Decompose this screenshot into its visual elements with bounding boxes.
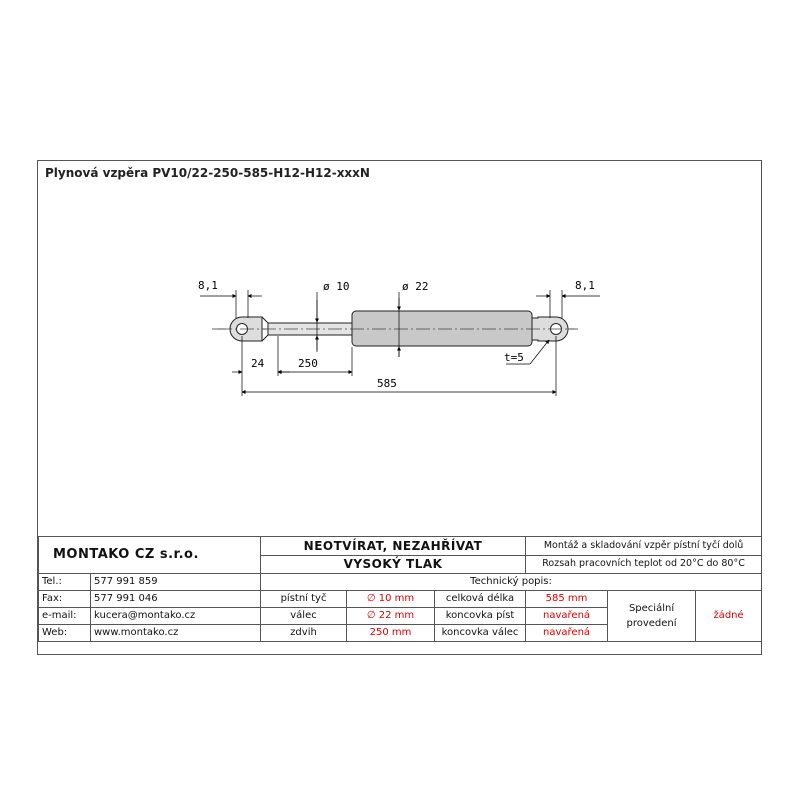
dim-label-total-length: 585 [377, 377, 397, 390]
title-block [38, 536, 762, 642]
warning-line-2: VYSOKÝ TLAK [261, 555, 526, 574]
contact-value: www.montako.cz [91, 625, 261, 642]
dim-eye-left [198, 279, 262, 318]
tech-value: navařená [526, 625, 608, 642]
company-name: MONTAKO CZ s.r.o. [39, 537, 261, 574]
drawing-title: Plynová vzpěra PV10/22-250-585-H12-H12-xxxN [45, 166, 370, 180]
dim-label-rod-diameter: ø 10 [323, 280, 350, 293]
special-value: žádné [696, 591, 762, 642]
tech-label: celková délka [435, 591, 526, 608]
tech-label: koncovka píst [435, 608, 526, 625]
dim-label-eye-left: 8,1 [198, 279, 218, 292]
contact-value: 577 991 046 [91, 591, 261, 608]
tech-value: ∅ 22 mm [347, 608, 435, 625]
tech-value: navařená [526, 608, 608, 625]
warning-line-1: NEOTVÍRAT, NEZAHŘÍVAT [261, 537, 526, 556]
tech-label: zdvih [261, 625, 347, 642]
tech-label: pístní tyč [261, 591, 347, 608]
dim-rod-diameter [317, 280, 350, 352]
contact-label: Web: [39, 625, 91, 642]
dim-label-eye-right: 8,1 [575, 279, 595, 292]
dim-label-thickness: t=5 [504, 351, 524, 364]
contact-label: Fax: [39, 591, 91, 608]
contact-label: e-mail: [39, 608, 91, 625]
tech-value: 250 mm [347, 625, 435, 642]
dim-label-stroke: 250 [298, 357, 318, 370]
contact-value: 577 991 859 [91, 574, 261, 591]
dim-label-cylinder-diameter: ø 22 [402, 280, 429, 293]
tech-header: Technický popis: [261, 574, 762, 591]
note-mounting: Montáž a skladování vzpěr pístní tyčí dolů [526, 537, 762, 556]
tech-value: ∅ 10 mm [347, 591, 435, 608]
contact-value: kucera@montako.cz [91, 608, 261, 625]
tech-label: válec [261, 608, 347, 625]
dim-eye-right [536, 279, 600, 318]
tech-label: koncovka válec [435, 625, 526, 642]
note-temperature: Rozsah pracovních teplot od 20°C do 80°C [526, 555, 762, 574]
dim-label-eye-length: 24 [251, 357, 265, 370]
special-label: Speciální provedení [608, 591, 696, 642]
tech-value: 585 mm [526, 591, 608, 608]
cylinder-body [352, 311, 532, 346]
dim-eye-length-and-stroke [232, 336, 352, 396]
contact-label: Tel.: [39, 574, 91, 591]
